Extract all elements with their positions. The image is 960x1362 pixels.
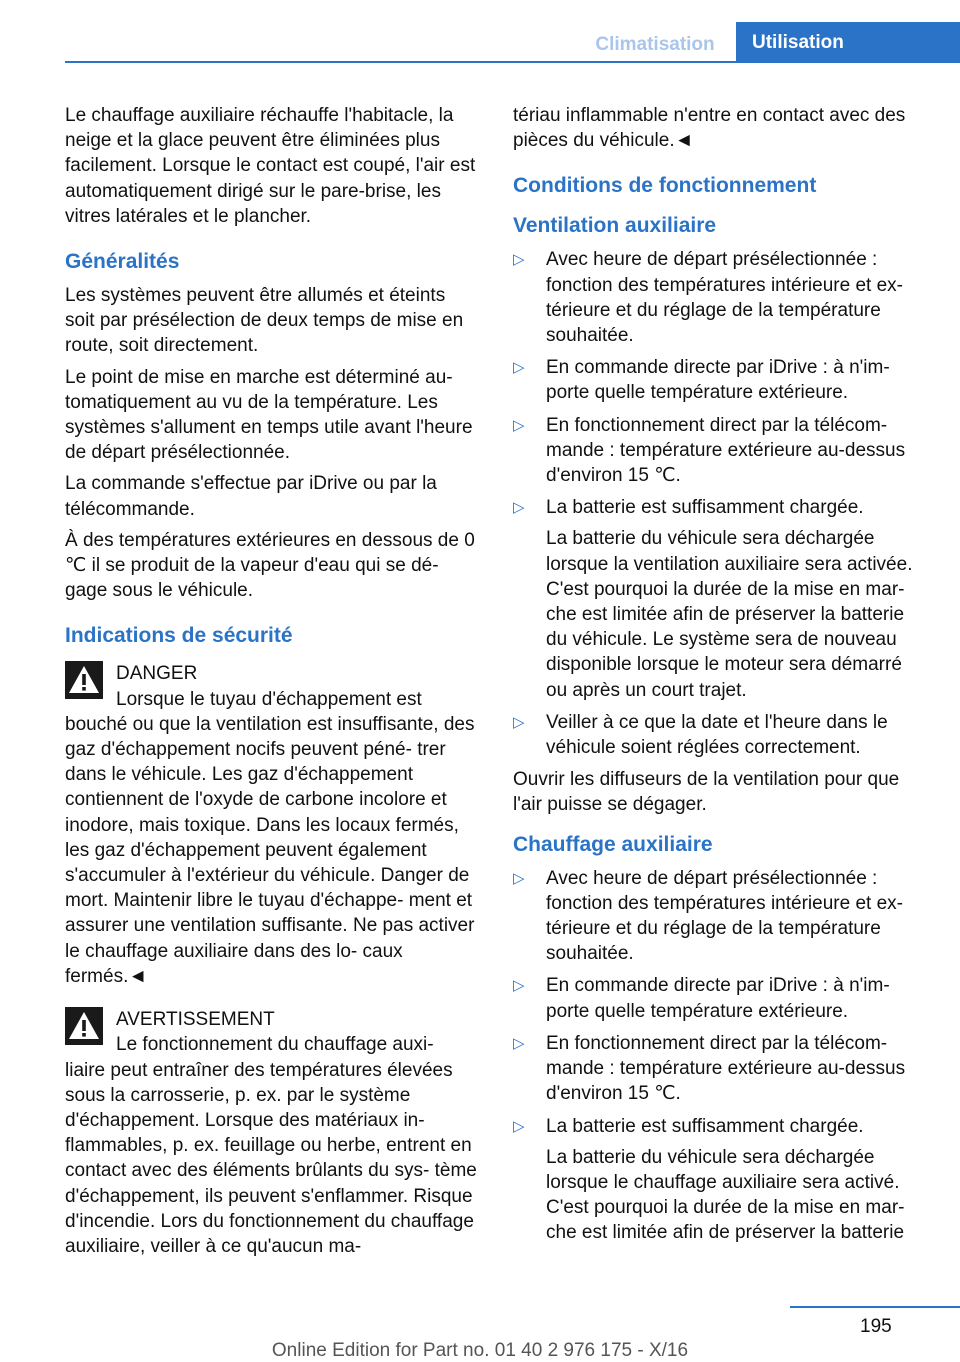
- ventilation-list: [513, 247, 927, 760]
- list-item-subtext: La batterie du véhicule sera déchargée lorsque la ventilation auxiliaire sera activée. C'est pourquoi la durée de la mise en mar- che est limitée afin de préserver la batterie du véhicule. Le système sera de nouveau disponible lorsque le moteur sera démarré ou après un court trajet.: [546, 528, 913, 701]
- warning-text: liaire peut entraîner des températures élevées sous la carrosserie, p. ex. par le système d'échappement. Lorsque des matériaux in- flammables, p. ex. feuillage ou herbe, entrent en contact avec des éléments brûlants du sys- tème d'échappement, ils peuvent s'enflammer. Risque d'incendie. Lors du fonctionnement du chauffage auxiliaire, veiller à ce qu'aucun ma-: [65, 1059, 477, 1257]
- list-item: [513, 495, 927, 703]
- bullet-triangle-icon: ▷: [513, 869, 525, 887]
- header-tab-climatisation: Climatisation: [595, 34, 715, 55]
- warning-title: AVERTISSEMENT: [116, 1009, 275, 1031]
- list-item-subtext: La batterie du véhicule sera déchargée lorsque le chauffage auxiliaire sera activé. C'est pourquoi la durée de la mise en mar- che est limitée afin de préserver la batterie: [546, 1146, 905, 1244]
- warning-triangle-icon: [65, 1007, 103, 1045]
- header-tab-utilisation: Utilisation: [736, 22, 960, 61]
- bullet-triangle-icon: ▷: [513, 359, 525, 377]
- warning-first-line: Le fonctionnement du chauffage auxi-: [116, 1034, 434, 1056]
- bullet-triangle-icon: ▷: [513, 1034, 525, 1052]
- footer-edition: Online Edition for Part no. 01 40 2 976 175 - X/16: [271, 1340, 689, 1361]
- chauffage-list: [513, 866, 927, 1246]
- list-item-text: Avec heure de départ présélectionnée : fonction des températures intérieure et ex- térieure et du réglage de la température souhaitée.: [546, 249, 903, 347]
- heading-securite: Indications de sécurité: [65, 624, 293, 648]
- list-item: [513, 355, 927, 405]
- continued-text: tériau inflammable n'entre en contact avec des pièces du véhicule.◄: [513, 105, 906, 152]
- warning-block: [65, 1007, 479, 1259]
- bullet-triangle-icon: ▷: [513, 416, 525, 434]
- list-item-text: Avec heure de départ présélectionnée : fonction des températures intérieure et ex- térieure et du réglage de la température souhaitée.: [546, 867, 903, 965]
- heading-ventilation: Ventilation auxiliaire: [513, 214, 717, 238]
- generalites-p2: Le point de mise en marche est déterminé au- tomatiquement au vu de la température. Les systèmes s'allument en temps utile avant l'heure de départ présélectionnée.: [65, 366, 473, 464]
- generalites-p1: Les systèmes peuvent être allumés et éteints soit par présélection de deux temps de mise en route, soit directement.: [65, 285, 464, 357]
- heading-generalites: Généralités: [65, 250, 180, 274]
- bullet-triangle-icon: ▷: [513, 1117, 525, 1135]
- list-item: [513, 413, 927, 489]
- list-item-text: En fonctionnement direct par la télécom- mande : température extérieure au-dessus d'environ 15 ℃.: [546, 1032, 906, 1105]
- list-item-text: Veiller à ce que la date et l'heure dans le véhicule soient réglées correctement.: [546, 711, 888, 759]
- bullet-triangle-icon: ▷: [513, 251, 525, 269]
- list-item: [513, 973, 927, 1023]
- page-number: 195: [860, 1316, 892, 1337]
- intro-paragraph: Le chauffage auxiliaire réchauffe l'habitacle, la neige et la glace peuvent être éliminées plus facilement. Lorsque le contact est coupé, l'air est automatiquement dirigé sur le pare-brise, les vitres latérales et le plancher.: [65, 105, 476, 227]
- list-item: [513, 247, 927, 348]
- bullet-triangle-icon: ▷: [513, 977, 525, 995]
- danger-title: DANGER: [116, 663, 198, 685]
- list-item-text: En commande directe par iDrive : à n'im- porte quelle température extérieure.: [546, 357, 890, 404]
- header-rule: [65, 61, 960, 63]
- list-item-text: En commande directe par iDrive : à n'im- porte quelle température extérieure.: [546, 975, 890, 1022]
- list-item: [513, 1031, 927, 1107]
- danger-text: bouché ou que la ventilation est insuffisante, des gaz d'échappement nocifs peuvent péné- trer dans le véhicule. Les gaz d'échappement contiennent de l'oxyde de carbone incolore et inodore, mais toxique. Dans les locaux fermés, les gaz d'échappement peuvent également s'accumuler à l'extérieur du véhicule. Danger de mort. Maintenir libre le tuyau d'échappe- ment et assurer une ventilation suffisante. Ne pas activer le chauffage auxiliaire dans des lo- caux fermés.◄: [65, 713, 475, 987]
- warning-triangle-icon: [65, 661, 103, 699]
- list-item: [513, 1114, 927, 1246]
- bullet-triangle-icon: ▷: [513, 713, 525, 731]
- ventilation-after: Ouvrir les diffuseurs de la ventilation pour que l'air puisse se dégager.: [513, 769, 900, 816]
- danger-block: [65, 661, 479, 989]
- generalites-p3: La commande s'effectue par iDrive ou par la télécommande.: [65, 473, 437, 520]
- bullet-triangle-icon: ▷: [513, 499, 525, 517]
- danger-first-line: Lorsque le tuyau d'échappement est: [116, 688, 422, 710]
- generalites-p4: À des températures extérieures en dessous de 0 ℃ il se produit de la vapeur d'eau qui se dé- gage sous le véhicule.: [65, 529, 475, 602]
- heading-chauffage: Chauffage auxiliaire: [513, 832, 713, 856]
- list-item: [513, 710, 927, 760]
- footer-rule: [790, 1306, 960, 1308]
- heading-conditions: Conditions de fonctionnement: [513, 174, 817, 198]
- list-item: [513, 866, 927, 967]
- right-column: [513, 103, 927, 1253]
- list-item-text: La batterie est suffisamment chargée.: [546, 1115, 864, 1137]
- list-item-text: La batterie est suffisamment chargée.: [546, 497, 864, 519]
- left-column: [65, 103, 479, 1265]
- list-item-text: En fonctionnement direct par la télécom- mande : température extérieure au-dessus d'environ 15 ℃.: [546, 414, 906, 487]
